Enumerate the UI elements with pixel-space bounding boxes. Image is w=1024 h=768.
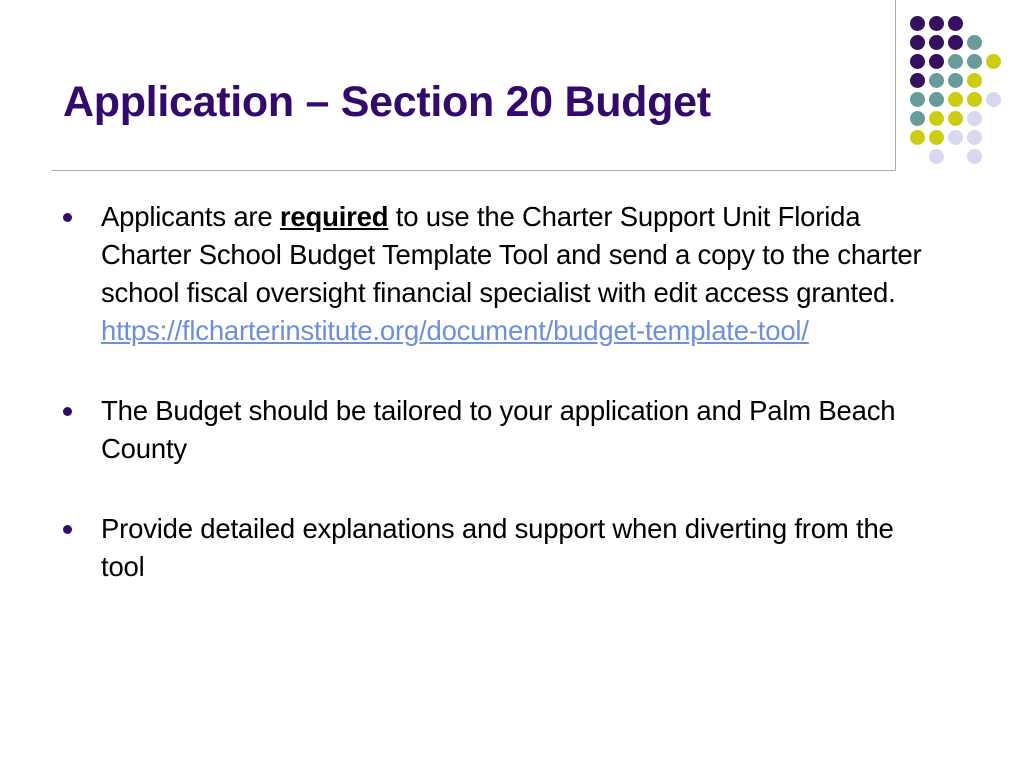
- decorative-dot-icon: [967, 92, 982, 107]
- decorative-dot-icon: [929, 54, 944, 69]
- bullet-text-pre: Applicants are: [101, 201, 280, 232]
- decorative-dot-icon: [910, 130, 925, 145]
- bullet-dot-icon: [63, 407, 72, 416]
- bullet-dot-icon: [63, 525, 72, 534]
- decorative-dot-icon: [929, 130, 944, 145]
- decorative-dot-icon: [929, 35, 944, 50]
- decorative-dot-icon: [910, 35, 925, 50]
- bullet-text: The Budget should be tailored to your application and Palm Beach County: [101, 395, 896, 464]
- slide-title: Application – Section 20 Budget: [63, 78, 711, 126]
- decorative-dot-icon: [967, 35, 982, 50]
- decorative-dot-icon: [986, 92, 1001, 107]
- bullet-text: Provide detailed explanations and support when diverting from the tool: [101, 513, 894, 582]
- decorative-dot-icon: [910, 16, 925, 31]
- decorative-dot-icon: [910, 111, 925, 126]
- decorative-dot-icon: [967, 149, 982, 164]
- decorative-dot-icon: [986, 54, 1001, 69]
- decorative-dot-icon: [929, 92, 944, 107]
- decorative-dot-icon: [929, 73, 944, 88]
- decorative-dot-icon: [967, 111, 982, 126]
- decorative-dot-icon: [967, 54, 982, 69]
- bullet-item-detailed-explanations: [60, 510, 940, 586]
- budget-template-tool-link[interactable]: https://flcharterinstitute.org/document/budget-template-tool/: [101, 315, 809, 346]
- decorative-dot-icon: [948, 73, 963, 88]
- decorative-dot-icon: [929, 16, 944, 31]
- decorative-dot-icon: [929, 149, 944, 164]
- decorative-dot-icon: [967, 73, 982, 88]
- bullet-text-post: to use the Charter Support Unit Florida Charter School Budget Template Tool and send a copy to the charter school fiscal oversight financial specialist with edit access granted.: [101, 201, 922, 308]
- decorative-dot-icon: [967, 130, 982, 145]
- decorative-dot-icon: [948, 130, 963, 145]
- decorative-dot-icon: [910, 73, 925, 88]
- bullet-dot-icon: [63, 213, 72, 222]
- decorative-dot-icon: [948, 54, 963, 69]
- decorative-dot-icon: [948, 92, 963, 107]
- decorative-dot-icon: [910, 54, 925, 69]
- decorative-dot-icon: [929, 111, 944, 126]
- required-emphasis: required: [279, 201, 389, 232]
- decorative-dot-icon: [948, 35, 963, 50]
- header-frame-horizontal-line: [52, 170, 896, 171]
- bullet-item-tailored-budget: [60, 392, 940, 468]
- bullet-item-required-template: [60, 198, 940, 350]
- decorative-dot-icon: [910, 92, 925, 107]
- decorative-dot-icon: [948, 111, 963, 126]
- decorative-dot-icon: [948, 16, 963, 31]
- bullet-list: [60, 198, 940, 628]
- header-frame-vertical-line: [895, 0, 896, 171]
